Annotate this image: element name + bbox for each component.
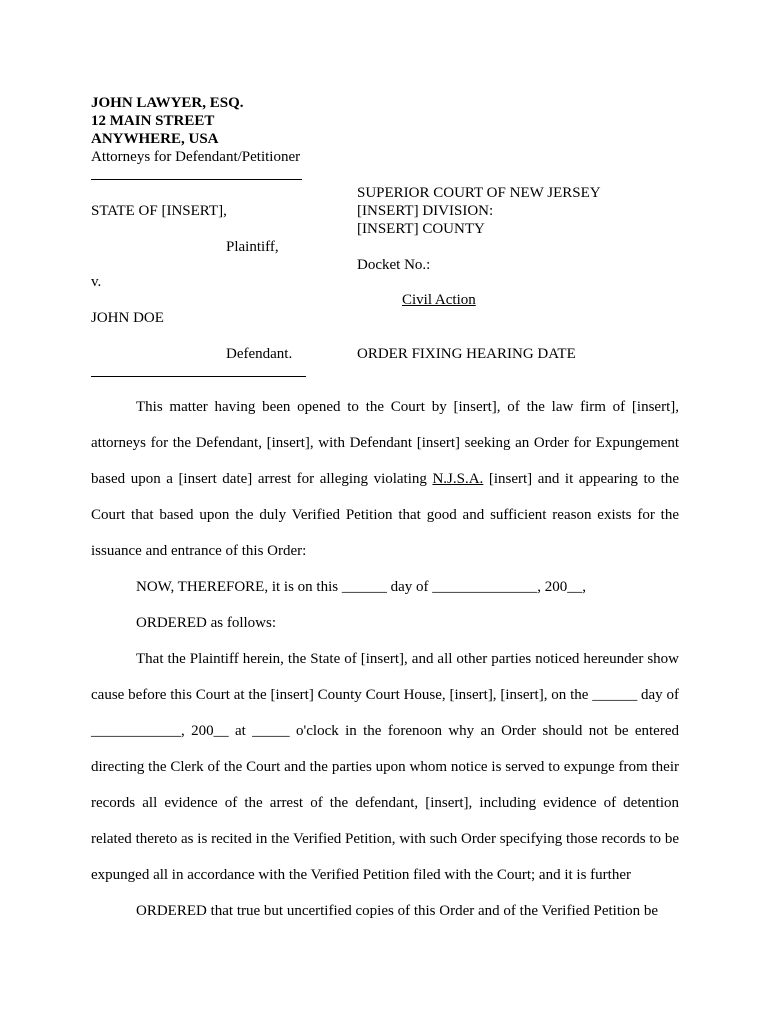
attorney-street: 12 MAIN STREET [91,113,215,129]
date-line: NOW, THEREFORE, it is on this ______ day of ______________, 200__, [136,579,587,595]
plaintiff-name: STATE OF [INSERT], [91,203,227,219]
copies-paragraph: ORDERED that true but uncertified copies of this Order and of the Verified Petition be [136,903,659,919]
court-division: [INSERT] DIVISION: [357,203,494,219]
docket-number: Docket No.: [357,257,431,273]
statute-reference: N.J.S.A. [432,471,484,487]
court-name: SUPERIOR COURT OF NEW JERSEY [357,185,601,201]
caption-divider [91,376,306,377]
show-cause-paragraph: That the Plaintiff herein, the State of [insert], and all other parties noticed hereunder show cause before this Court at the [insert] County Court House, [insert], [insert], on the ______ day of ____________, 200__ at _____ o'clock in the forenoon why an Order should not be entered directing the Clerk of the Court and the parties upon whom notice is served to expunge from their records all evidence of the arrest of the defendant, [insert], including evidence of detention related thereto as is recited in the Verified Petition, with such Order specifying those records to be expunged all in accordance with the Verified Petition filed with the Court; and it is further [91,651,679,883]
opening-paragraph [91,389,679,569]
header-divider [91,179,302,180]
order-body [91,389,679,929]
court-county: [INSERT] COUNTY [357,221,485,237]
opening-text-b: [insert] and it appearing to the Court that based upon the duly Verified Petition that good and sufficient reason exists for the issuance and entrance of this Order: [91,471,680,559]
defendant-label: Defendant. [226,346,293,362]
attorney-role: Attorneys for Defendant/Petitioner [91,149,301,165]
civil-action: Civil Action [402,292,476,308]
document-title: ORDER FIXING HEARING DATE [357,346,576,362]
opening-text-a: This matter having been opened to the Court by [insert], of the law firm of [insert], attorneys for the Defendant, [insert], with Defendant [insert] seeking an Order for Expungement based upon a [insert date] arrest for alleging violating [91,399,679,487]
attorney-city: ANYWHERE, USA [91,131,219,147]
attorney-name: JOHN LAWYER, ESQ. [91,95,244,111]
defendant-name: JOHN DOE [91,310,164,326]
ordered-heading: ORDERED as follows: [136,615,276,631]
plaintiff-label: Plaintiff, [226,239,279,255]
versus: v. [91,274,102,290]
